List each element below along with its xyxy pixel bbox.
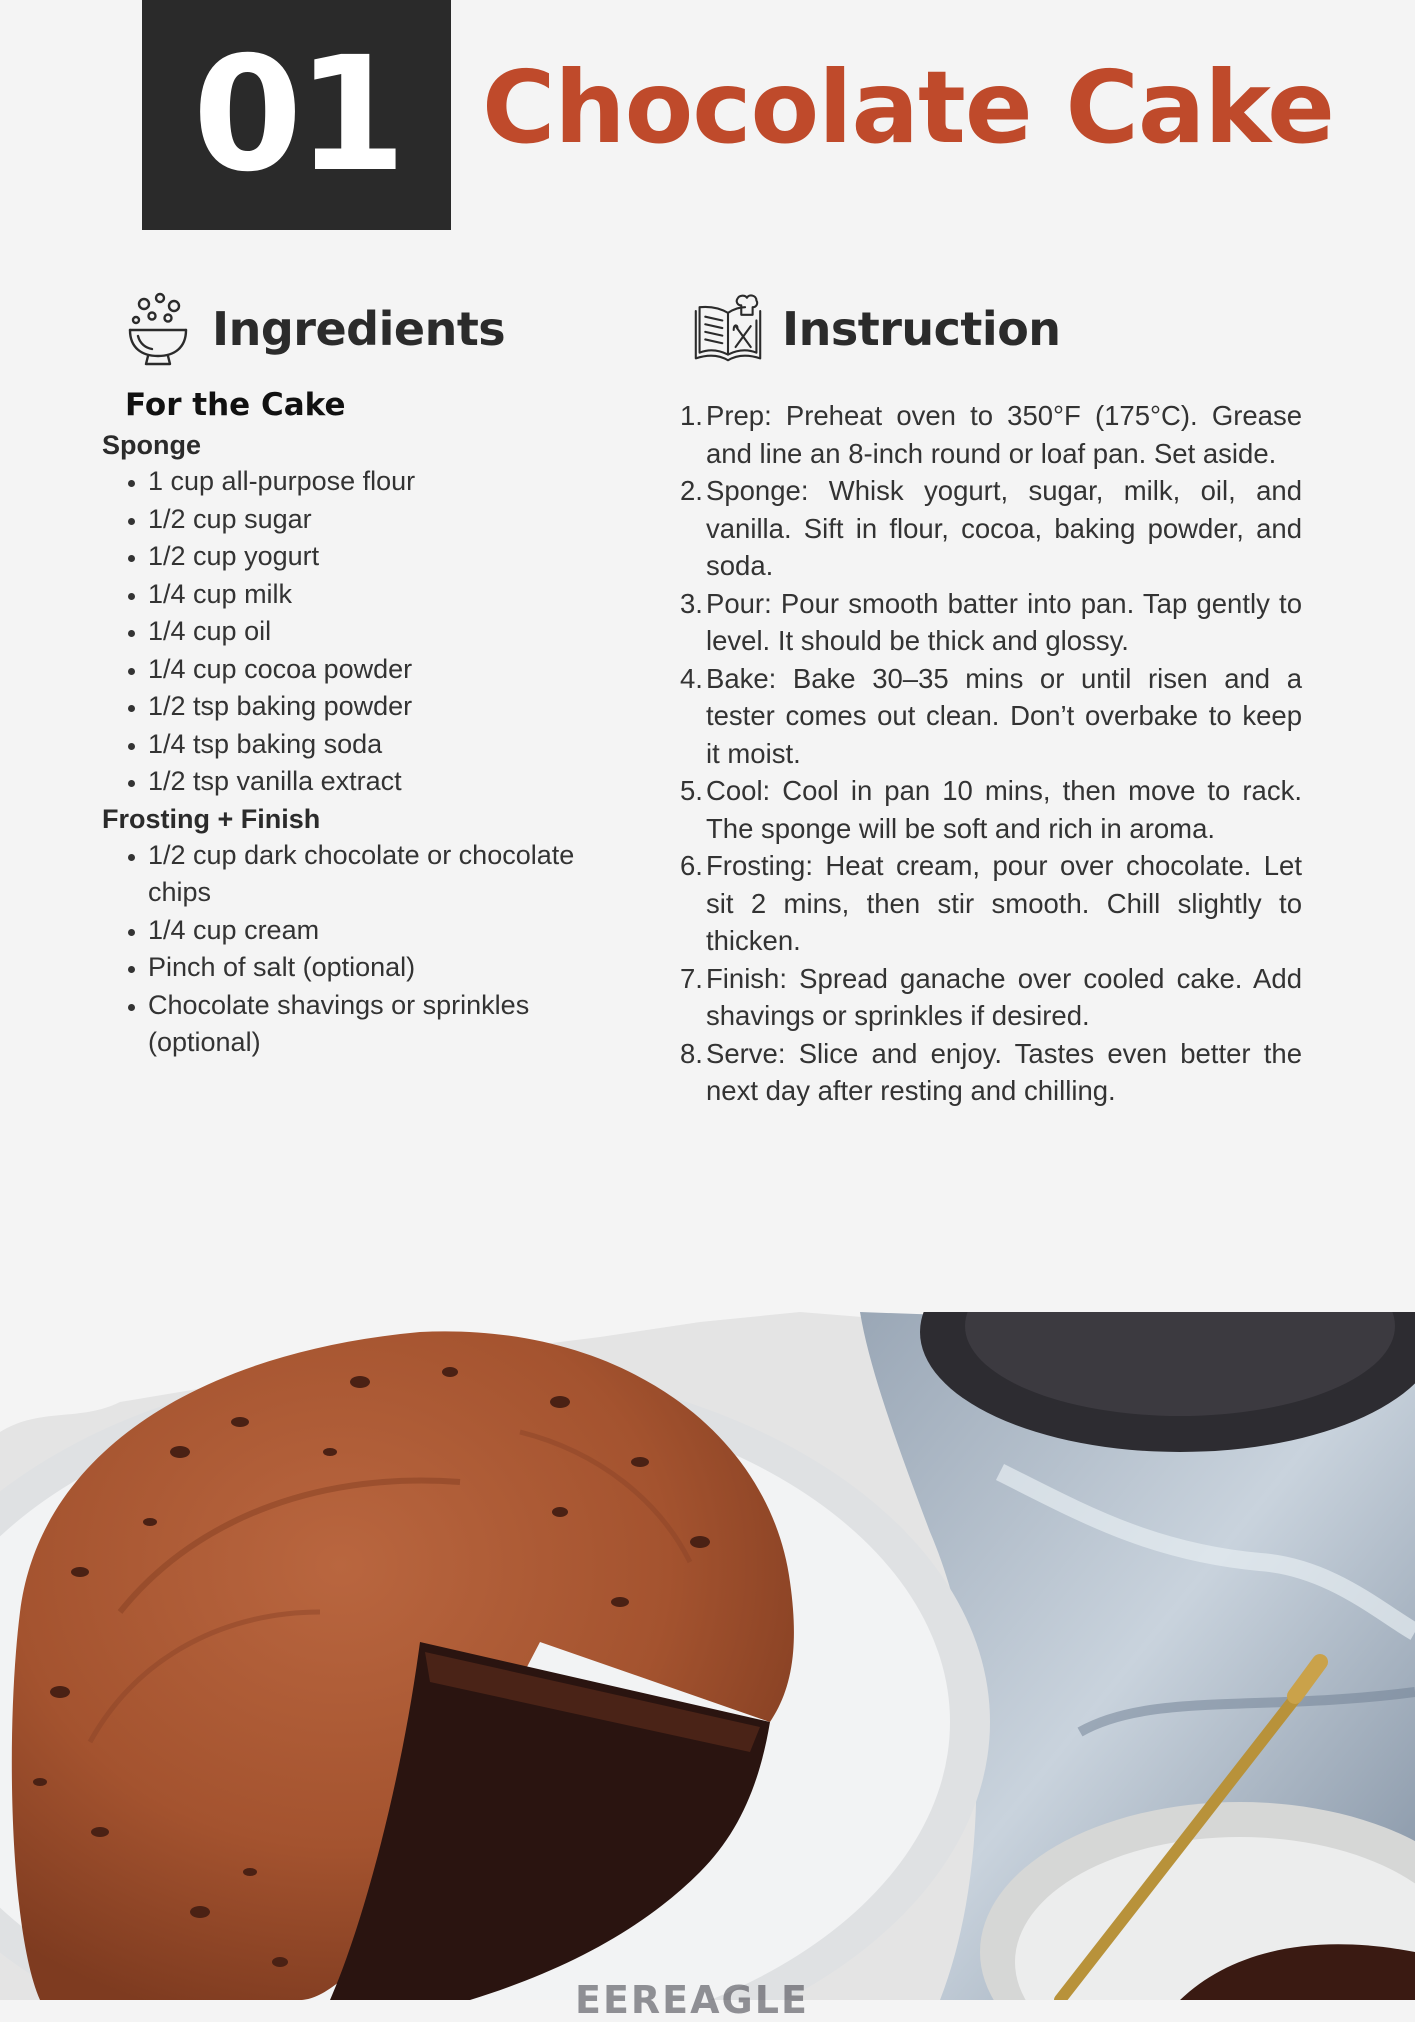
list-item: • 1/4 cup cocoa powder xyxy=(148,651,642,689)
list-item: • 1/4 cup milk xyxy=(148,576,642,614)
list-item: • 1/2 tsp baking powder xyxy=(148,688,642,726)
ingredients-heading xyxy=(122,290,505,368)
list-item: • Chocolate shavings or sprinkles (optional) xyxy=(148,987,642,1062)
chocolate-cake-photo xyxy=(0,1312,1415,2000)
list-item: • 1/2 cup dark chocolate or chocolate chips xyxy=(148,837,642,912)
instruction-list xyxy=(680,397,1302,1110)
list-item: • 1/4 cup cream xyxy=(148,912,642,950)
recipe-title: Chocolate Cake xyxy=(482,49,1334,166)
list-item: 7. Finish: Spread ganache over cooled cake. Add shavings or sprinkles if desired. xyxy=(680,962,1302,1031)
instruction-heading xyxy=(692,290,1061,368)
watermark: EEREAGLE xyxy=(575,1978,809,2022)
recipe-book-icon xyxy=(692,290,764,368)
list-item: 2. Sponge: Whisk yogurt, sugar, milk, oil, and vanilla. Sift in flour, cocoa, baking powder, and soda. xyxy=(680,475,1302,581)
list-item: • 1/4 cup oil xyxy=(148,613,642,651)
sponge-list xyxy=(102,463,642,801)
list-item: • Pinch of salt (optional) xyxy=(148,949,642,987)
recipe-number-block xyxy=(142,0,451,230)
recipe-number: 01 xyxy=(192,23,401,207)
list-item: 5. Cool: Cool in pan 10 mins, then move to rack. The sponge will be soft and rich in aroma. xyxy=(680,775,1302,844)
list-item: 4. Bake: Bake 30–35 mins or until risen and a tester comes out clean. Don’t overbake to keep it moist. xyxy=(680,662,1302,769)
list-item: • 1 cup all-purpose flour xyxy=(148,463,642,501)
bowl-icon xyxy=(122,290,194,368)
ingredient-group-title: Frosting + Finish xyxy=(102,803,321,834)
list-item: 1. Prep: Preheat oven to 350°F (175°C). Grease and line an 8-inch round or loaf pan. Set aside. xyxy=(680,400,1302,469)
list-item: • 1/2 cup yogurt xyxy=(148,538,642,576)
list-item: • 1/2 tsp vanilla extract xyxy=(148,763,642,801)
instruction-heading-label: Instruction xyxy=(782,302,1061,356)
ingredients-list xyxy=(102,383,642,1062)
list-item: 8. Serve: Slice and enjoy. Tastes even better the next day after resting and chilling. xyxy=(680,1037,1302,1106)
ingredient-group-title: Sponge xyxy=(102,430,201,460)
ingredients-heading-label: Ingredients xyxy=(212,302,506,356)
frosting-list xyxy=(102,837,642,1062)
ingredients-subtitle: For the Cake xyxy=(125,387,346,423)
list-item: • 1/4 tsp baking soda xyxy=(148,726,642,764)
list-item: 3. Pour: Pour smooth batter into pan. Tap gently to level. It should be thick and glossy. xyxy=(680,587,1302,656)
list-item: • 1/2 cup sugar xyxy=(148,501,642,539)
list-item: 6. Frosting: Heat cream, pour over chocolate. Let sit 2 mins, then stir smooth. Chill slightly to thicken. xyxy=(680,850,1302,956)
